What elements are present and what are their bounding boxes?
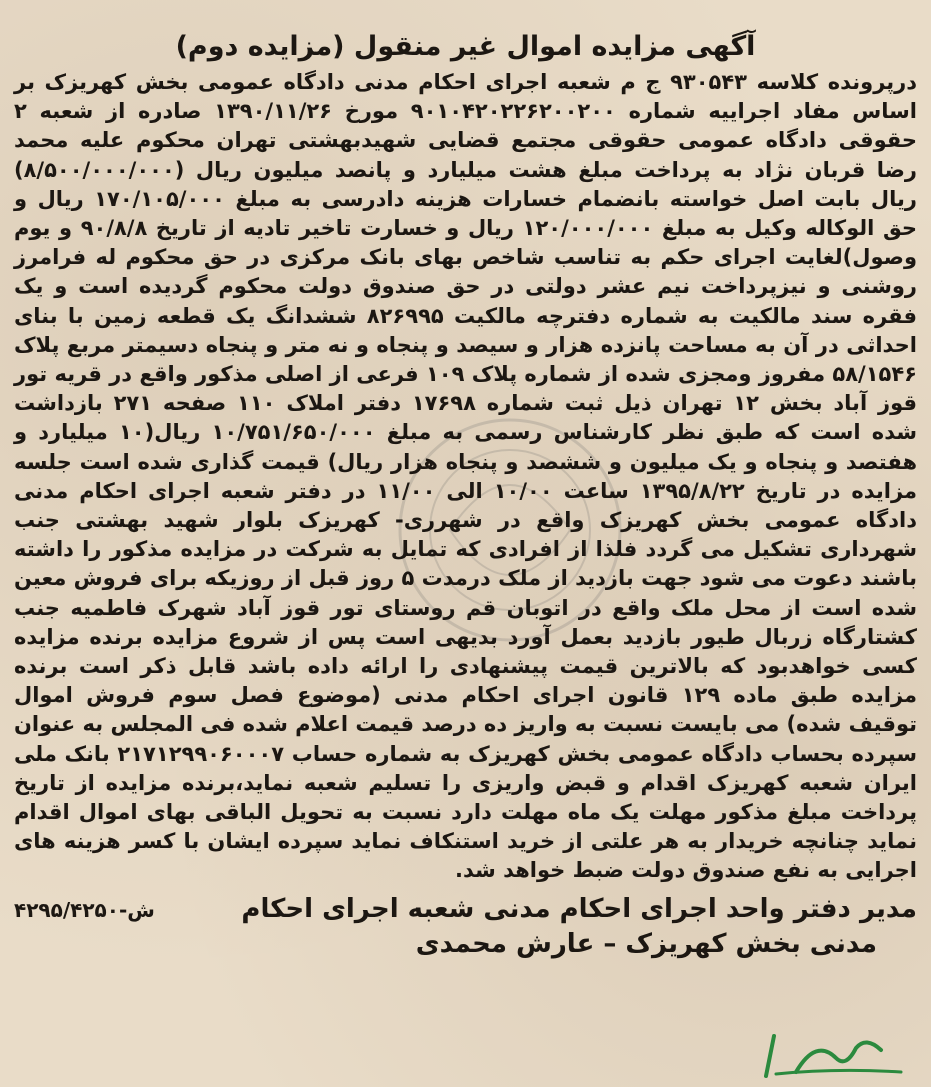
signature-row xyxy=(14,892,917,927)
reference-number: ۴۲۹۵/۴۲۵۰-ش xyxy=(14,897,155,922)
auction-notice xyxy=(14,30,917,961)
signature-line-2: مدنی بخش کهریزک – عارش محمدی xyxy=(415,928,877,959)
notice-body: درپرونده کلاسه ۹۳۰۵۴۳ ج م شعبه اجرای احکام مدنی دادگاه عمومی بخش کهریزک بر اساس مفاد اجراییه شماره ۹۰۱۰۴۲۰۲۲۶۲۰۰۲۰۰ مورخ ۱۳۹۰/۱۱/۲۶ صادره از شعبه ۲ حقوقی دادگاه عمومی حقوقی مجتمع قضایی شهیدبهشتی تهران محکوم علیه محمد رضا قربان نژاد به پرداخت مبلغ هشت میلیارد و پانصد میلیون ریال (۸/۵۰۰/۰۰۰/۰۰۰) ریال بابت اصل خواسته بانضمام خسارات هزینه دادرسی به مبلغ ۱۷۰/۱۰۵/۰۰۰ ریال و حق الوکاله وکیل به مبلغ ۱۲۰/۰۰۰/۰۰۰ ریال و خسارت تاخیر تادیه از تاریخ ۹۰/۸/۸ و یوم وصول)لغایت اجرای حکم به تناسب شاخص بهای بانک مرکزی در حق محکوم له فرامرز روشنی و نیزپرداخت نیم عشر دولتی در حق صندوق دولت محکوم گردیده است و یک فقره سند مالکیت به شماره دفترچه مالکیت ۸۲۶۹۹۵ ششدانگ یک قطعه زمین با بنای احداثی در آن به مساحت پانزده هزار و سیصد و پنجاه و نه متر و پنجاه دسیمتر مربع پلاک ۵۸/۱۵۴۶ مفروز ومجزی شده از شماره پلاک ۱۰۹ فرعی از اصلی مذکور واقع در قریه تور قوز آباد بخش ۱۲ تهران ذیل ثبت شماره ۱۷۶۹۸ دفتر املاک ۱۱۰ صفحه ۲۷۱ بازداشت شده است که طبق نظر کارشناس رسمی به مبلغ ۱۰/۷۵۱/۶۵۰/۰۰۰ ریال(۱۰ میلیارد و هفتصد و پنجاه و یک میلیون و ششصد و پنجاه هزار ریال) قیمت گذاری شده است جلسه مزایده در تاریخ ۱۳۹۵/۸/۲۲ ساعت ۱۰/۰۰ الی ۱۱/۰۰ در دفتر شعبه اجرای احکام مدنی دادگاه عمومی بخش کهریزک واقع در شهرری- کهریزک بلوار شهید بهشتی جنب شهرداری تشکیل می گردد فلذا از افرادی که تمایل به شرکت در مزایده مذکور را داشته باشند دعوت می شود جهت بازدید از ملک درمدت ۵ روز قبل از روزیکه برای فروش معین شده است از محل ملک واقع در اتوبان قم روستای تور قوز آباد شهرک فاطمیه جنب کشتارگاه زربال طیور بازدید بعمل آورد بدیهی است پس از شروع مزایده برنده مزایده کسی خواهدبود که بالاترین قیمت پیشنهادی را ارائه داده باشد قابل ذکر است برنده مزایده طبق ماده ۱۲۹ قانون اجرای احکام مدنی (موضوع فصل سوم فروش اموال توقیف شده) می بایست نسبت به واریز ده درصد قیمت اعلام شده فی المجلس به عنوان سپرده بحساب دادگاه عمومی بخش کهریزک به شماره حساب ۲۱۷۱۲۹۹۰۶۰۰۰۷ بانک ملی ایران شعبه کهریزک اقدام و قبض واریزی را تسلیم شعبه نماید،برنده مزایده از تاریخ پرداخت مبلغ مذکور مهلت یک ماه مهلت دارد نسبت به تحویل الباقی بهای اموال اقدام نماید چنانچه خریدار به هر علتی از خرید استنکاف نماید سپرده ایشان با کسر هزینه های اجرایی به نفع صندوق دولت ضبط خواهد شد. xyxy=(14,70,918,883)
signature-block xyxy=(14,892,917,961)
handwritten-mark xyxy=(756,1028,906,1080)
notice-title: آگهی مزایده اموال غیر منقول (مزایده دوم) xyxy=(175,31,756,62)
signature-line-1: مدیر دفتر واحد اجرای احکام مدنی شعبه اجرای احکام xyxy=(241,893,917,924)
